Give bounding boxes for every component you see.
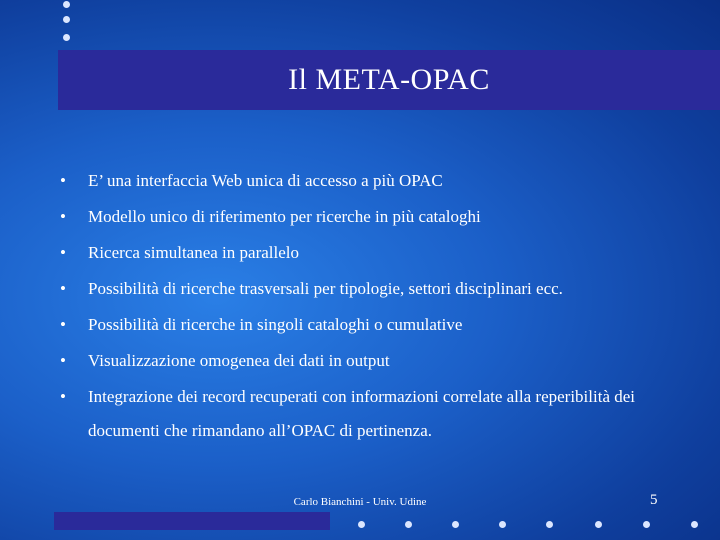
decorative-dot xyxy=(643,521,650,528)
decorative-dot xyxy=(405,521,412,528)
bullet-item: • Possibilità di ricerche in singoli cataloghi o cumulative xyxy=(60,308,700,342)
bullet-icon: • xyxy=(60,243,66,262)
bullet-icon: • xyxy=(60,315,66,334)
decorative-dot xyxy=(452,521,459,528)
footer-author: Carlo Bianchini - Univ. Udine xyxy=(293,496,427,508)
decorative-dot xyxy=(691,521,698,528)
bottom-bar xyxy=(54,512,330,530)
bullet-item: • E’ una interfaccia Web unica di accesso a più OPAC xyxy=(60,164,700,198)
decorative-dot xyxy=(358,521,365,528)
bullet-item: • Ricerca simultanea in parallelo xyxy=(60,236,700,270)
decorative-dot xyxy=(499,521,506,528)
bullet-item: • Possibilità di ricerche trasversali per tipologie, settori disciplinari ecc. xyxy=(60,272,700,306)
bullet-icon: • xyxy=(60,171,66,190)
bullet-item: • Visualizzazione omogenea dei dati in output xyxy=(60,344,700,378)
title-bar xyxy=(58,50,720,110)
bullet-item: • Integrazione dei record recuperati con informazioni correlate alla reperibilità dei documenti che rimandano all’OPAC di pertinenza. xyxy=(60,380,700,448)
bullet-item: • Modello unico di riferimento per ricerche in più cataloghi xyxy=(60,200,700,234)
slide-title: Il META-OPAC xyxy=(288,63,490,96)
bullet-icon: • xyxy=(60,279,66,298)
decorative-dot xyxy=(63,16,70,23)
decorative-dot xyxy=(63,1,70,8)
decorative-dot xyxy=(595,521,602,528)
decorative-dot xyxy=(63,34,70,41)
bullet-icon: • xyxy=(60,207,66,226)
bullet-icon: • xyxy=(60,351,66,370)
page-number: 5 xyxy=(650,492,658,508)
decorative-dot xyxy=(546,521,553,528)
bullet-icon: • xyxy=(60,387,66,406)
bullet-list xyxy=(60,164,700,448)
